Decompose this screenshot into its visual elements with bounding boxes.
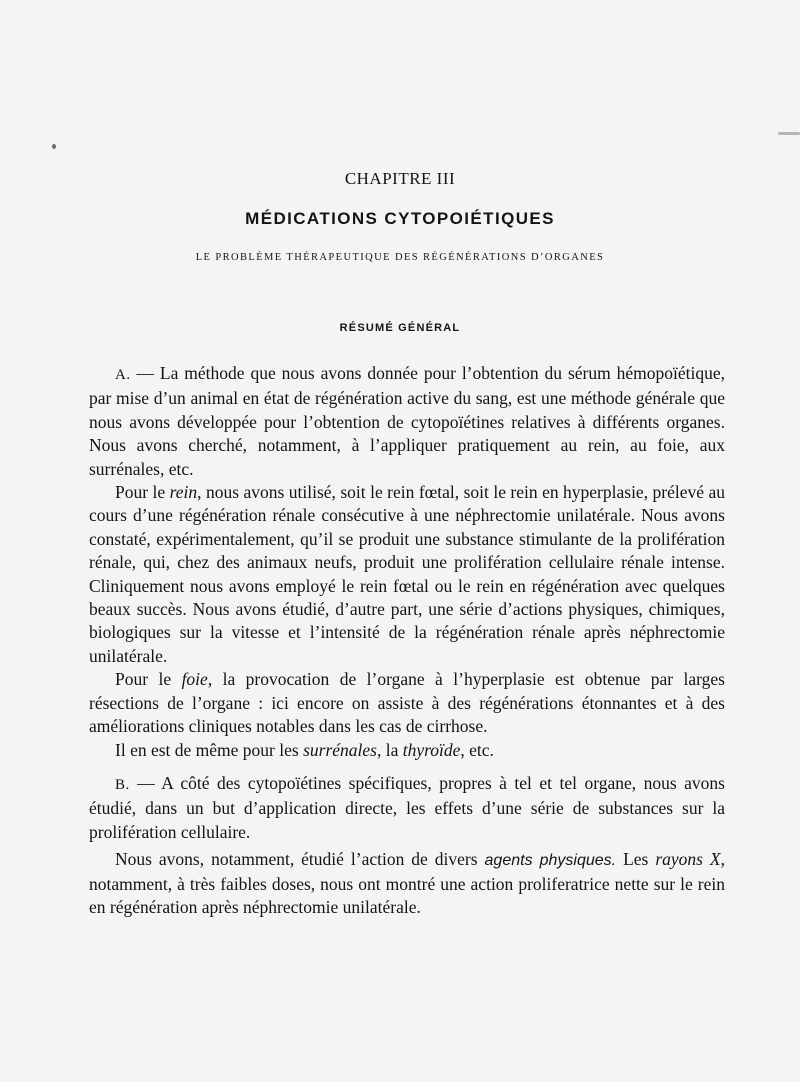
paragraph-b [89, 772, 725, 844]
paragraph-rein-text: , nous avons utilisé, soit le rein fœtal, soit le rein en hyperplasie, prélevé au cours d’une régénération rénale consécutive à une néphrectomie unilatérale. Nous avons constaté, expérimentalement, qu’il se produit une substance stimulante de la prolifération rénale, qui, chez des animaux neufs, produit une prolifération cellulaire rénale intense. Cliniquement nous avons employé le rein fœtal ou le rein en régénération avec quelques beaux succès. Nous avons étudié, d’autre part, une série d’actions physiques, chimiques, biologiques sur la vitesse et l’intensité de la régénération rénale après néphrectomie unilatérale. [89, 482, 725, 666]
term-foie: foie [181, 669, 208, 690]
page-edge-mark [778, 132, 800, 135]
body-text [89, 362, 725, 919]
paragraph-agents-mid: Les [616, 849, 656, 870]
paragraph-agents-lead: Nous avons, notamment, étudié l’action de divers [115, 849, 485, 870]
paragraph-surrenales-mid: , la [376, 739, 403, 760]
paragraph-foie-text: , la provocation de l’organe à l’hyperplasie est obtenue par larges résections de l’organe : ici encore on assiste à des régénérations étonnantes et à des améliorations cliniques notables dans les cas de cirrhose. [89, 669, 725, 737]
section-letter-b: B. [115, 776, 130, 793]
paragraph-a-text: — La méthode que nous avons donnée pour l’obtention du sérum hémopoïétique, par mise d’un animal en état de régénération active du sang, est une méthode générale que nous avons développée pour l’obtention de cytopoïétines relatives à différents organes. Nous avons cherché, notamment, à l’appliquer pratiquement au rein, au foie, aux surrénales, etc. [89, 363, 725, 479]
paragraph-b-text: — A côté des cytopoïétines spécifiques, propres à tel et tel organe, nous avons étudié, dans un but d’application directe, les effets d’une série de substances sur la prolifération cellulaire. [89, 772, 725, 842]
term-thyroide: thyroïde [402, 739, 461, 760]
paragraph-surrenales [89, 739, 725, 762]
paragraph-a [89, 362, 725, 481]
paragraph-foie [89, 668, 725, 738]
paragraph-rein [89, 481, 725, 668]
chapter-title: MÉDICATIONS CYTOPOIÉTIQUES [245, 209, 555, 228]
term-surrenales: surrénales [303, 739, 377, 760]
section-heading: RÉSUMÉ GÉNÉRAL [339, 322, 461, 334]
term-rein: rein [169, 482, 198, 503]
term-agents-physiques: agents physiques. [484, 852, 617, 870]
paragraph-agents [89, 848, 725, 919]
section-letter-a: A. [115, 367, 131, 383]
paragraph-agents-text: , notamment, à très faibles doses, nous ont montré une action proliferatrice nette sur le rein en régénération après néphrectomie unilatérale. [89, 849, 725, 917]
paragraph-foie-lead: Pour le [115, 669, 182, 690]
paragraph-surrenales-end: , etc. [460, 739, 494, 760]
term-rayons-x: rayons X [655, 849, 721, 870]
paper-speck [52, 144, 56, 149]
paragraph-surrenales-lead: Il en est de même pour les [115, 739, 304, 760]
chapter-subtitle: LE PROBLÈME THÉRAPEUTIQUE DES RÉGÉNÉRATIONS D’ORGANES [195, 252, 605, 263]
chapter-number: CHAPITRE III [344, 169, 456, 188]
paragraph-rein-lead: Pour le [115, 482, 170, 503]
